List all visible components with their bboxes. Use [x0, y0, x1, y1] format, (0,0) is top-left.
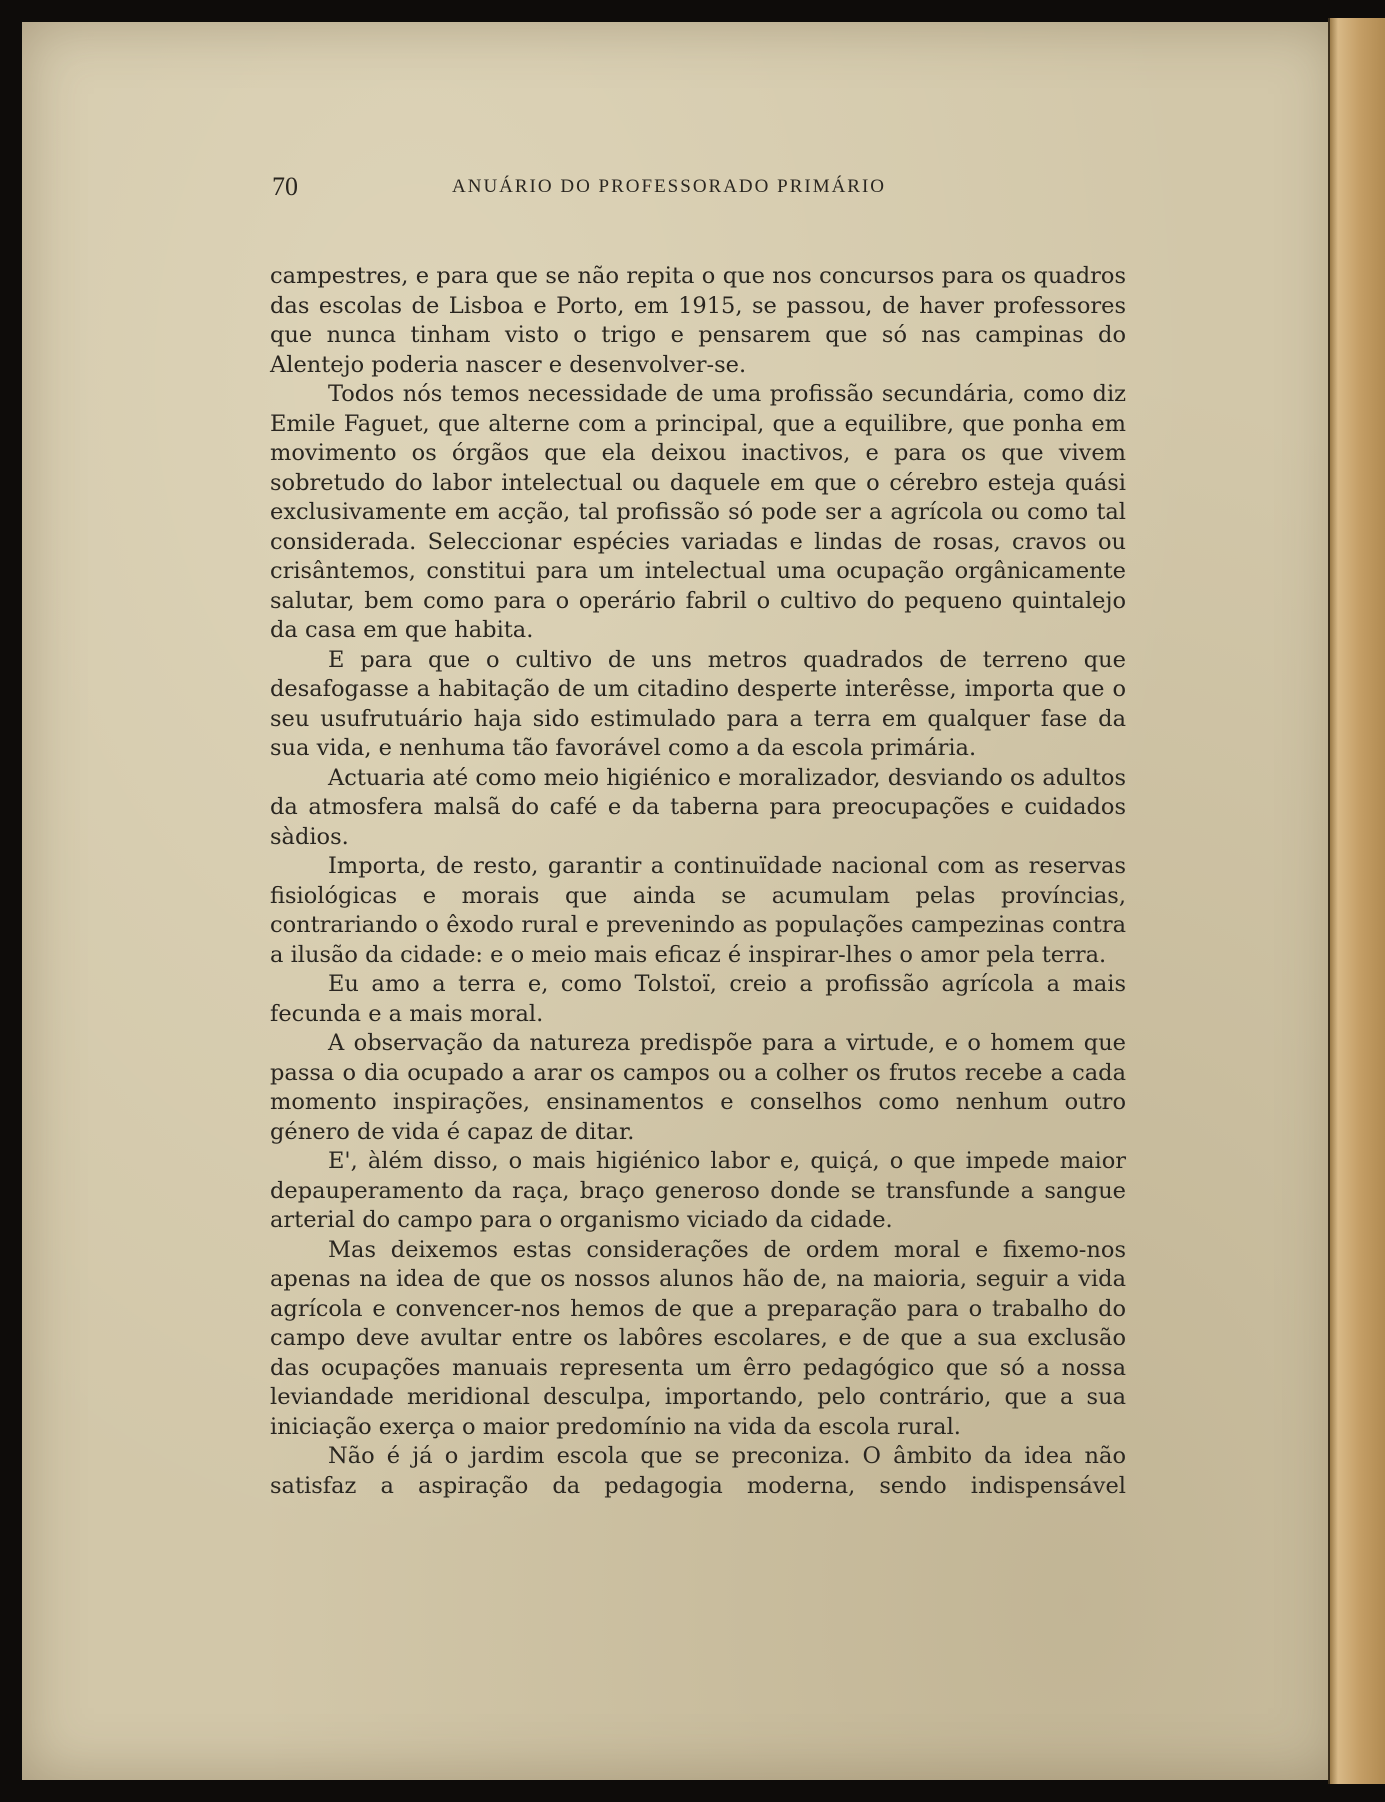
paragraph-4: Actuaria até como meio higiénico e moralizador, desviando os adultos da atmosfera malsã do café e da taberna para preocupações e cuidados sàdios.	[270, 764, 1126, 850]
page-header	[272, 172, 972, 202]
body-text	[270, 262, 1126, 1501]
paragraph-9: Mas deixemos estas considerações de ordem moral e fixemo-nos apenas na idea de que os nossos alunos hão de, na maioria, seguir a vida agrícola e convencer-nos hemos de que a preparação para o trabalho do campo deve avultar entre os labôres escolares, e de que a sua exclusão das ocupações manuais representa um êrro pedagógico que só a nossa leviandade meridional desculpa, importando, pelo contrário, que a sua iniciação exerça o maior predomínio na vida da escola rural.	[270, 1236, 1126, 1440]
paragraph-5: Importa, de resto, garantir a continuïdade nacional com as reservas fisiológicas e morais que ainda se acumulam pelas províncias, contrariando o êxodo rural e prevenindo as populações campezinas contra a ilusão da cidade: e o meio mais eficaz é inspirar-lhes o amor pela terra.	[270, 853, 1126, 968]
paragraph-8: E', àlém disso, o mais higiénico labor e, quiçá, o que impede maior depauperamento da raça, braço generoso donde se transfunde a sangue arterial do campo para o organismo viciado da cidade.	[270, 1148, 1126, 1233]
paragraph-7: A observação da natureza predispõe para a virtude, e o homem que passa o dia ocupado a arar os campos ou a colher os frutos recebe a cada momento inspirações, ensinamentos e conselhos como nenhum outro género de vida é capaz de ditar.	[270, 1030, 1126, 1145]
page-number: 70	[272, 172, 298, 201]
running-title: ANUÁRIO DO PROFESSORADO PRIMÁRIO	[452, 176, 887, 197]
paragraph-2: Todos nós temos necessidade de uma profissão secundária, como diz Emile Faguet, que alterne com a principal, que a equilibre, que ponha em movimento os órgãos que ela deixou inactivos, e para os que vivem sobretudo do labor intelectual ou daquele em que o cérebro esteja quási exclusivamente em acção, tal profissão só pode ser a agrícola ou como tal considerada. Seleccionar espécies variadas e lindas de rosas, cravos ou crisântemos, constitui para um intelectual uma ocupação orgânicamente salutar, bem como para o operário fabril o cultivo do pequeno quintalejo da casa em que habita.	[270, 381, 1126, 643]
next-page-edge	[1330, 18, 1385, 1784]
paragraph-10: Não é já o jardim escola que se preconiza. O âmbito da idea não satisfaz a aspiração da pedagogia moderna, sendo indispensável	[270, 1443, 1126, 1499]
paragraph-1: campestres, e para que se não repita o que nos concursos para os quadros das escolas de Lisboa e Porto, em 1915, se passou, de haver professores que nunca tinham visto o trigo e pensarem que só nas campinas do Alentejo poderia nascer e desenvolver-se.	[270, 263, 1126, 378]
paragraph-3: E para que o cultivo de uns metros quadrados de terreno que desafogasse a habitação de um citadino desperte interêsse, importa que o seu usufrutuário haja sido estimulado para a terra em qualquer fase da sua vida, e nenhuma tão favorável como a da escola primária.	[270, 646, 1126, 761]
paragraph-6: Eu amo a terra e, como Tolstoï, creio a profissão agrícola a mais fecunda e a mais moral.	[270, 971, 1126, 1027]
